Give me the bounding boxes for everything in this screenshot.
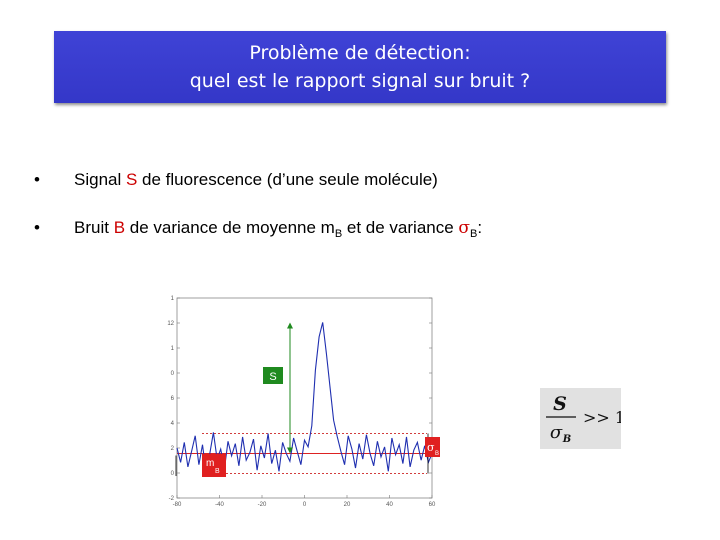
y-tick-label: 0	[170, 471, 174, 477]
y-tick-label: 1	[170, 346, 174, 352]
formula-numerator: S	[553, 393, 567, 415]
snr-formula	[540, 388, 621, 449]
signal-variable: S	[125, 170, 138, 189]
bullet-text-part: de variance de moyenne m	[125, 218, 335, 237]
x-tick-label: -80	[172, 502, 182, 508]
sigma-symbol: σ	[458, 218, 471, 238]
bullet-marker: •	[34, 170, 40, 189]
slide-title-line-2: quel est le rapport signal sur bruit ?	[189, 70, 531, 92]
bullet-text-part: Signal	[74, 170, 126, 189]
bullet-text	[74, 218, 482, 238]
y-tick-label: 4	[170, 421, 174, 427]
x-tick-label: -40	[215, 502, 224, 508]
y-tick-label: 0	[170, 371, 174, 377]
x-tick-label: 0	[302, 502, 307, 508]
formula-denominator: σ	[549, 422, 563, 443]
bullet-text	[74, 170, 438, 190]
x-tick-label: 60	[428, 502, 436, 508]
bullet-marker: •	[34, 218, 40, 237]
slide-title-banner	[54, 31, 666, 103]
y-tick-label: 1	[170, 296, 174, 302]
mean-label: m	[206, 458, 215, 469]
formula-relation: >> 1	[583, 408, 621, 427]
formula-denominator-subscript: B	[562, 434, 572, 445]
bullet-text-part: :	[477, 218, 483, 237]
subscript: B	[334, 228, 343, 240]
x-tick-label: 40	[386, 502, 393, 508]
signal-label: S	[269, 371, 277, 383]
sigma-label-subscript: B	[435, 451, 440, 457]
y-tick-label: 12	[167, 321, 174, 327]
x-tick-label: 20	[343, 502, 351, 508]
bullet-text-part: Bruit	[74, 218, 114, 237]
bullet-text-part: de fluorescence (d’une seule molécule)	[137, 170, 438, 189]
slide-title-line-1: Problème de détection:	[249, 42, 471, 64]
y-tick-label: 6	[170, 396, 174, 402]
y-tick-label: 2	[170, 446, 174, 452]
bullet-text-part: et de variance	[342, 218, 459, 237]
mean-label-subscript: B	[215, 468, 220, 475]
snr-formula-box	[540, 388, 621, 449]
y-tick-label: -2	[168, 496, 174, 502]
subscript: B	[470, 228, 478, 240]
noise-variable: B	[113, 218, 126, 237]
sigma-label: σ	[427, 441, 435, 454]
signal-plot	[160, 290, 440, 510]
signal-plot-svg	[160, 290, 440, 510]
x-tick-label: -20	[257, 502, 267, 508]
